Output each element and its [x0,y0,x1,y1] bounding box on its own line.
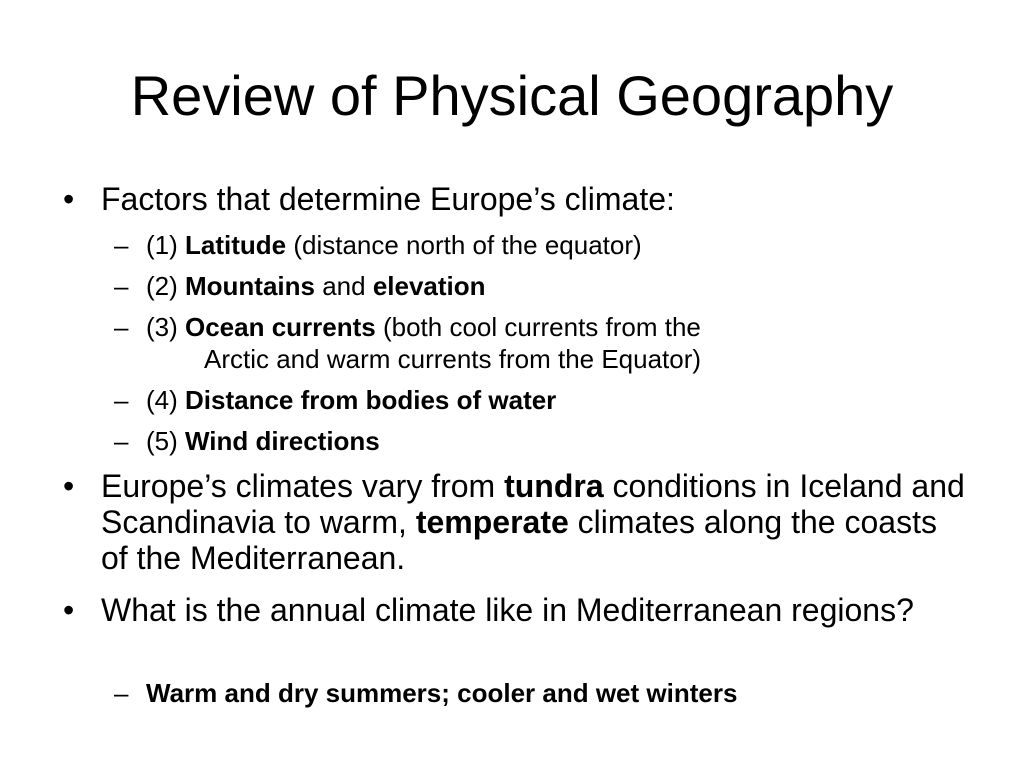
sub-item-distance-water [114,384,926,416]
sub-item-keyword: Latitude [185,230,287,260]
sub-item-ocean-currents [114,311,926,375]
bullet-text-mid: conditions in Iceland and Scandinavia to warm, [101,468,965,540]
dash-marker: – [114,678,129,708]
sub-item-latitude [114,229,926,261]
sub-item-answer [114,677,926,709]
dash-marker: – [114,385,129,415]
bullet-climate-range [63,468,971,576]
sub-item-wind [114,425,926,457]
dash-marker: – [114,426,129,456]
bullet-text: What is the annual climate like in Mediterranean regions? [101,592,914,628]
bullet-text-end: climates along the coasts of the Mediterranean. [101,504,937,576]
bullet-text: Factors that determine Europe’s climate: [101,181,675,217]
bullet-marker: • [63,468,75,504]
bullet-marker: • [63,592,75,628]
sub-item-keyword: Warm and dry summers; cooler and wet winters [146,678,738,708]
sub-item-prefix: (1) [146,230,185,260]
sub-item-prefix: (2) [146,271,185,301]
sub-item-keyword-2: elevation [372,271,486,301]
sub-item-keyword: Distance from bodies of water [185,385,557,415]
bullet-question [63,592,971,628]
sub-item-keyword: Mountains [185,271,315,301]
bullet-keyword: tundra [504,468,604,504]
dash-marker: – [114,312,129,342]
sub-item-detail: (distance north of the equator) [286,230,642,260]
sub-item-prefix: (4) [146,385,185,415]
sub-item-keyword: Ocean currents [185,312,376,342]
bullet-climate-factors [63,181,981,217]
bullet-keyword-2: temperate [415,504,569,540]
sub-item-prefix: (3) [146,312,185,342]
dash-marker: – [114,230,129,260]
sub-item-joiner: and [315,271,373,301]
bullet-marker: • [63,181,75,217]
sub-item-keyword: Wind directions [185,426,380,456]
sub-item-mountains [114,270,926,302]
sub-item-detail-continued: Arctic and warm currents from the Equator) [204,344,702,374]
bullet-text: Europe’s climates vary from [101,468,505,504]
slide-title: Review of Physical Geography [130,64,894,127]
sub-item-prefix: (5) [146,426,185,456]
dash-marker: – [114,271,129,301]
sub-item-detail: (both cool currents from the [375,312,701,342]
